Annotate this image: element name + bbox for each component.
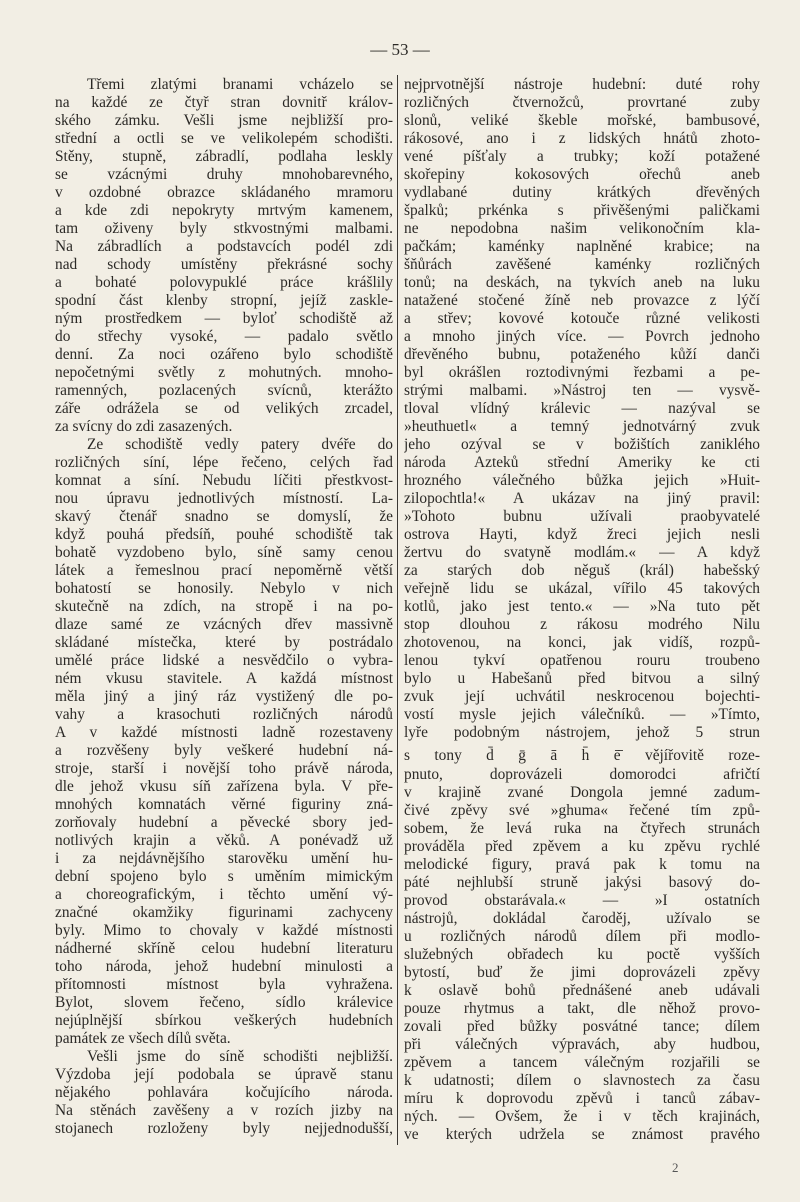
text-line: ramenných, pozlacených svícnů, kterážto <box>55 382 393 399</box>
text-line: k oslavě bohů přednášené aneb udávali <box>404 982 760 999</box>
text-line: dle jehož vkusu síň zařízena byla. V pře- <box>55 778 393 795</box>
text-line: přítomnosti místnost byla vyhražena. <box>55 976 393 993</box>
text-line: pačkám; kaménky naplněné krabice; na <box>404 238 760 255</box>
text-line: komnat a síní. Nebudu líčiti přestkvost- <box>55 472 393 489</box>
text-line: s tony d̄ ḡ ā h̄ ē̄ vějířovitě roze- <box>404 747 760 764</box>
text-line: záře odrážela se od velikých zrcadel, <box>55 400 393 417</box>
text-line: ných. — Ovšem, že i v těch krajinách, <box>404 1108 760 1125</box>
text-line: i za nejdávnějšího starověku umění hu- <box>55 850 393 867</box>
page-number: — 53 — <box>370 40 430 59</box>
text-line: čivé zpěvy své »ghuma« řečené tím způ- <box>404 802 760 819</box>
text-line: rozličných čtvernožců, provrtané zuby <box>404 94 760 111</box>
text-line: byly. Mimo to chovaly v každé místnosti <box>55 922 393 939</box>
text-line: u rozličných národů dílem při modlo- <box>404 928 760 945</box>
text-line: značné okamžiky figurinami zachyceny <box>55 904 393 921</box>
text-line: denní. Za noci ozářeno bylo schodiště <box>55 346 393 363</box>
text-line: hrozného válečného bůžka jejich »Huit- <box>404 472 760 489</box>
text-line: a kde zdi nepokryty mrtvým kamenem, <box>55 202 393 219</box>
text-line: nástrojů, dokládal čaroděj, užívalo se <box>404 910 760 927</box>
text-line: Stěny, stupně, zábradlí, podlaha leskly <box>55 148 393 165</box>
text-line: zovali před bůžky posvátné tance; dílem <box>404 1018 760 1035</box>
text-line: melodické figury, pravá pak k tomu na <box>404 856 760 873</box>
text-line: bohatostí se honosily. Nebylo v nich <box>55 580 393 597</box>
text-line: lenou tykví opatřenou rouru troubeno <box>404 652 760 669</box>
text-line: v ozdobné obrazce skládaného mramoru <box>55 184 393 201</box>
text-line: nejúplnější sbírkou veškerých hudebních <box>55 1012 393 1029</box>
text-line: národa Azteků střední Ameriky ke cti <box>404 454 760 471</box>
text-line: tloval vlídný králevic — nazýval se <box>404 400 760 417</box>
text-line: nepočetnými světly z mohutných. mnoho- <box>55 364 393 381</box>
text-line: rákosové, ano i z lidských hnátů zhoto- <box>404 130 760 147</box>
text-line: míru k doprovodu zpěvů i tanců zábav- <box>404 1090 760 1107</box>
text-line: vydlabané dutiny krátkých dřevěných <box>404 184 760 201</box>
text-line: provod obstarávala.« — »I ostatních <box>404 892 760 909</box>
text-line: a střev; kovové kotouče různé velikosti <box>404 310 760 327</box>
text-line: Na zábradlích a podstavcích podél zdi <box>55 238 393 255</box>
text-line: notlivých krajin a věků. A ponévadž už <box>55 832 393 849</box>
text-line: zpěvem a tancem válečným rozjařili se <box>404 1054 760 1071</box>
text-line: do střechy vysoké, — padalo světlo <box>55 328 393 345</box>
text-line: pnuto, doprovázeli domorodci afričtí <box>404 766 760 783</box>
text-line: dební spojeno bylo s uměním mimickým <box>55 868 393 885</box>
text-line: k udatnosti; dílem o slavnostech za času <box>404 1072 760 1089</box>
text-line: A v každé místnosti ladně rozestaveny <box>55 724 393 741</box>
text-line: stroje, starší i novější toho právě národa, <box>55 760 393 777</box>
text-line: látek a řemeslnou prací nepoměrně větší <box>55 562 393 579</box>
text-line: ne nepodobna našim velikonočním kla- <box>404 220 760 237</box>
text-line: »Tohoto bubnu užívali praobyvatelé <box>404 508 760 525</box>
text-line: bohatě vyzdobeno bylo, síně samy cenou <box>55 544 393 561</box>
text-line: Ze schodiště vedly patery dvéře do <box>87 436 393 453</box>
text-line: a bohaté polovypuklé práce krášlily <box>55 274 393 291</box>
text-line: strými malbami. »Nástroj ten — vysvě- <box>404 382 760 399</box>
text-line: jeho ozýval se v božištích zaniklého <box>404 436 760 453</box>
text-line: tonů; na deskách, na tykvích aneb na luku <box>404 274 760 291</box>
text-line: zorňovaly hudební a pěvecké sbory jed- <box>55 814 393 831</box>
text-line: za svícny do zdi zasazených. <box>55 418 233 435</box>
text-line: »heuthuetl« a temný jednotvárný zvuk <box>404 418 760 435</box>
text-line: mnohých komnatách věrné figuriny zná- <box>55 796 393 813</box>
text-line: slonů, veliké škeble mořské, bambusové, <box>404 112 760 129</box>
text-line: špalků; prkénka s přivěšenými paličkami <box>404 202 760 219</box>
text-line: lyře podobným nástrojem, jehož 5 strun <box>404 724 760 741</box>
text-line: služebných obřadech ku poctě vyšších <box>404 946 760 963</box>
text-line: toho národa, jehož hudební minulosti a <box>55 958 393 975</box>
text-line: ve kterých udržela se známost pravého <box>404 1126 760 1143</box>
text-line: se vzácnými druhy mnohobarevného, <box>55 166 393 183</box>
text-line: nad schody umístěny překrásné sochy <box>55 256 393 273</box>
text-line: ského zámku. Vešli jsme nejbližší pro- <box>55 112 393 129</box>
text-line: v krajině zvané Dongola jemné zadum- <box>404 784 760 801</box>
text-line: Vešli jsme do síně schodišti nejbližší. <box>87 1048 393 1065</box>
text-line: vostí mysle jejich válečníků. — »Tímto, <box>404 706 760 723</box>
text-line: památek ze všech dílů světa. <box>55 1030 231 1047</box>
text-line: a mnoho jiných více. — Povrch jednoho <box>404 328 760 345</box>
text-line: stojanech rozloženy byly nejjednodušší, <box>55 1120 393 1137</box>
text-line: kotlů, jako jest tento.« — »Na tuto pět <box>404 598 760 615</box>
text-line: na každé ze čtyř stran dovnitř králov- <box>55 94 393 111</box>
text-line: šňůrách zavěšené kaménky rozličných <box>404 256 760 273</box>
text-line: dřevěného bubnu, potaženého kůží danči <box>404 346 760 363</box>
text-line: Na stěnách zavěšeny a v rozích jizby na <box>55 1102 393 1119</box>
text-line: když pouhá předsíň, pouhé schodiště tak <box>55 526 393 543</box>
text-line: natažené stočené žíně neb provazce z lýčí <box>404 292 760 309</box>
text-line: skutečně na zdích, na stropě i na po- <box>55 598 393 615</box>
signature-mark: 2 <box>672 1160 679 1175</box>
text-line: nejprvotnější nástroje hudební: duté rohy <box>404 76 760 93</box>
text-line: Třemi zlatými branami vcházelo se <box>87 76 393 93</box>
text-line: páté nejhlubší struně jakýsi basový do- <box>404 874 760 891</box>
text-line: pouze rhytmus a takt, dle něhož provo- <box>404 1000 760 1017</box>
text-line: Výzdoba její podobala se úpravě stanu <box>55 1066 393 1083</box>
text-line: veřejně lidu se ukázal, vířilo 45 takových <box>404 580 760 597</box>
text-line: sobem, že levá ruka na čtyřech strunách <box>404 820 760 837</box>
text-line: nějakého pohlavára kočujícího národa. <box>55 1084 393 1101</box>
text-line: tam oživeny byly stkvostnými malbami. <box>55 220 393 237</box>
text-line: zhotovenou, na konci, jak vidíš, rozpů- <box>404 634 760 651</box>
text-line: ostrova Hayti, když žreci jejich nesli <box>404 526 760 543</box>
text-line: Bylot, slovem řečeno, sídlo králevice <box>55 994 393 1011</box>
text-line: bylo u Habešanů před bitvou a silný <box>404 670 760 687</box>
text-line: bytostí, buď že jimi doprovázeli zpěvy <box>404 964 760 981</box>
text-line: ném vkusu stavitele. A každá místnost <box>55 670 393 687</box>
text-line: dlaze samé ze vzácných dřev massivně <box>55 616 393 633</box>
text-line: prováděla před zpěvem a ku zpěvu rychlé <box>404 838 760 855</box>
left-text-column <box>55 76 393 1138</box>
text-line: vené píšťaly a trubky; koží potažené <box>404 148 760 165</box>
text-line: při válečných výpravách, aby hudbou, <box>404 1036 760 1053</box>
text-line: ným prostředkem — bylоť schodiště až <box>55 310 393 327</box>
text-line: nádherné skříně celou hudební literaturu <box>55 940 393 957</box>
text-line: byl okrášlen roztodivnými řezbami a pe- <box>404 364 760 381</box>
text-line: měla jiný a jiný ráz vystižený dle po- <box>55 688 393 705</box>
text-line: nou úpravu jednotlivých místností. La- <box>55 490 393 507</box>
text-line: zvuk její uchvátil neskrocenou bojechti- <box>404 688 760 705</box>
right-text-column <box>404 76 760 1144</box>
text-line: žertvu do svatyně modlám.« — A když <box>404 544 760 561</box>
text-line: a choreografickým, i těchto umění vý- <box>55 886 393 903</box>
column-divider <box>397 75 398 1145</box>
text-line: skládané místečka, které by postrádalo <box>55 634 393 651</box>
text-line: střední a octli se ve velikolepém schodišti. <box>55 130 393 147</box>
text-line: a rozvěšeny byly veškeré hudební ná- <box>55 742 393 759</box>
text-line: rozličných síní, lépe řečeno, celých řad <box>55 454 393 471</box>
text-line: spodní část klenby stropní, jejíž zaskle- <box>55 292 393 309</box>
text-line: za starých dob něguš (král) habešský <box>404 562 760 579</box>
text-line: zilopochtla!« A ukázav na jiný pravil: <box>404 490 760 507</box>
text-line: skořepiny kokosových ořechů aneb <box>404 166 760 183</box>
text-line: skavý čtenář snadno se domyslí, že <box>55 508 393 525</box>
text-line: vahy a krasochuti rozličných národů <box>55 706 393 723</box>
text-line: umělé práce lidské a nesvědčilo o vybra- <box>55 652 393 669</box>
text-line: stop dlouhou z rákosu modrého Nilu <box>404 616 760 633</box>
